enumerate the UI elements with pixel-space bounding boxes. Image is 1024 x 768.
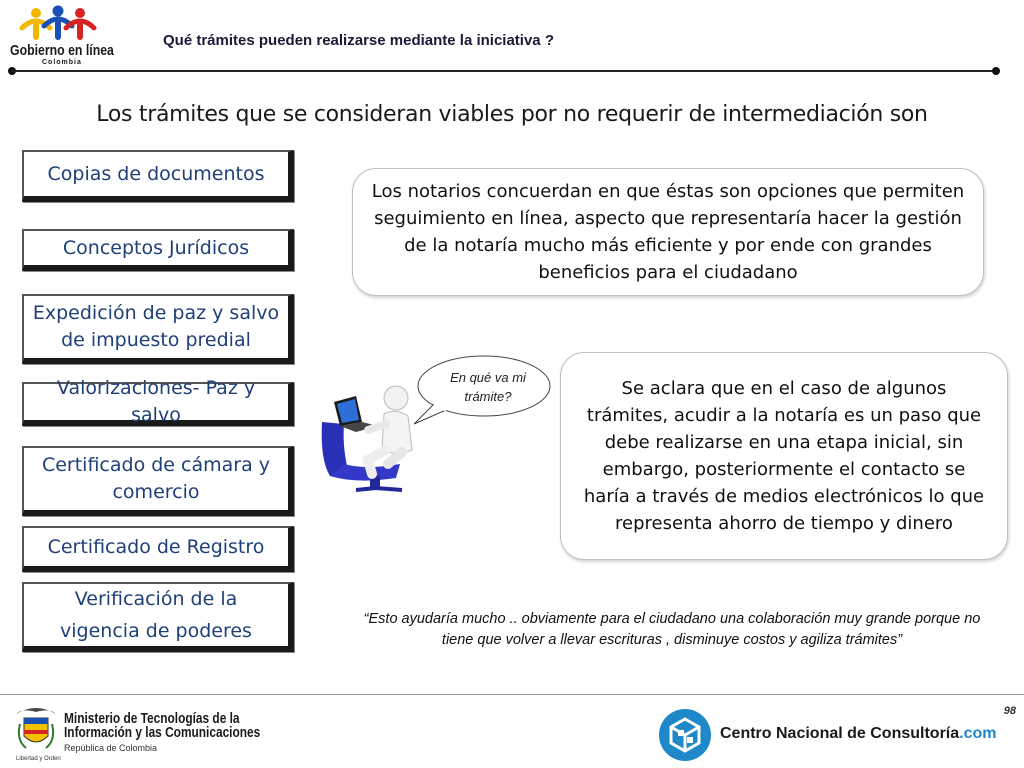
logo-wordmark: Gobierno en línea	[10, 42, 114, 59]
procedure-label: Copias de documentos	[47, 162, 265, 185]
speech-bubble-text: En qué va mi trámite?	[450, 370, 526, 404]
procedure-label: Certificado de cámara y comercio	[41, 454, 271, 503]
procedure-box-vigencia-poderes	[22, 582, 294, 652]
ministry-line-1: Ministerio de Tecnologías de la	[64, 711, 240, 727]
page-title: Qué trámites pueden realizarse mediante la iniciativa ?	[163, 32, 554, 49]
gobierno-en-linea-logo	[8, 4, 114, 70]
procedure-box-paz-y-salvo-predial	[22, 294, 294, 364]
callout-notarios	[352, 168, 984, 296]
procedure-label: Conceptos Jurídicos	[62, 236, 250, 259]
callout-text: Se aclara que en el caso de algunos trámites, acudir a la notaría es un paso que debe realizarse en una etapa inicial, sin embargo, posteriormente el contacto se haría a través de medios electrónicos lo que representa ahorro de tiempo y dinero	[583, 378, 985, 534]
cnc-cube-logo	[658, 708, 712, 762]
ministry-country: República de Colombia	[64, 743, 158, 753]
page-number: 98	[1003, 705, 1016, 717]
person-at-laptop-illustration	[316, 380, 426, 492]
ministry-name	[64, 712, 260, 740]
procedure-label: Valorizaciones- Paz y salvo	[56, 377, 256, 426]
logo-country: Colombia	[42, 59, 82, 66]
main-heading: Los trámites que se consideran viables por no requerir de intermediación son	[96, 102, 928, 127]
cnc-wordmark	[720, 725, 996, 743]
cnc-name: Centro Nacional de Consultoría	[720, 725, 960, 742]
callout-aclaracion	[560, 352, 1008, 560]
procedure-label: Verificación de la vigencia de poderes	[60, 588, 252, 642]
colombia-coat-of-arms-icon	[14, 704, 58, 754]
coat-of-arms-motto: Libertad y Orden	[16, 756, 61, 762]
header-divider	[12, 70, 996, 72]
ministry-line-2: Información y las Comunicaciones	[64, 725, 261, 741]
footer-divider	[0, 694, 1024, 695]
rule-right-dot	[992, 67, 1000, 75]
callout-text: Los notarios concuerdan en que éstas son opciones que permiten seguimiento en línea, aspecto que representaría hacer la gestión de la notaría mucho más eficiente y por ende con grandes beneficios para el ciudadano	[371, 181, 965, 283]
procedure-label: Expedición de paz y salvo de impuesto predial	[32, 302, 280, 351]
cnc-suffix: .com	[959, 725, 997, 742]
procedure-box-camara-comercio	[22, 446, 294, 516]
procedure-label: Certificado de Registro	[47, 535, 265, 558]
procedure-box-conceptos	[22, 229, 294, 271]
procedure-box-registro	[22, 526, 294, 572]
interview-quote: “Esto ayudaría mucho .. obviamente para el ciudadano una colaboración muy grande porque no tiene que volver a llevar escrituras , disminuye costos y agiliza trámites”	[363, 611, 981, 648]
procedure-box-valorizaciones	[22, 377, 294, 426]
procedure-box-copias	[22, 150, 294, 202]
